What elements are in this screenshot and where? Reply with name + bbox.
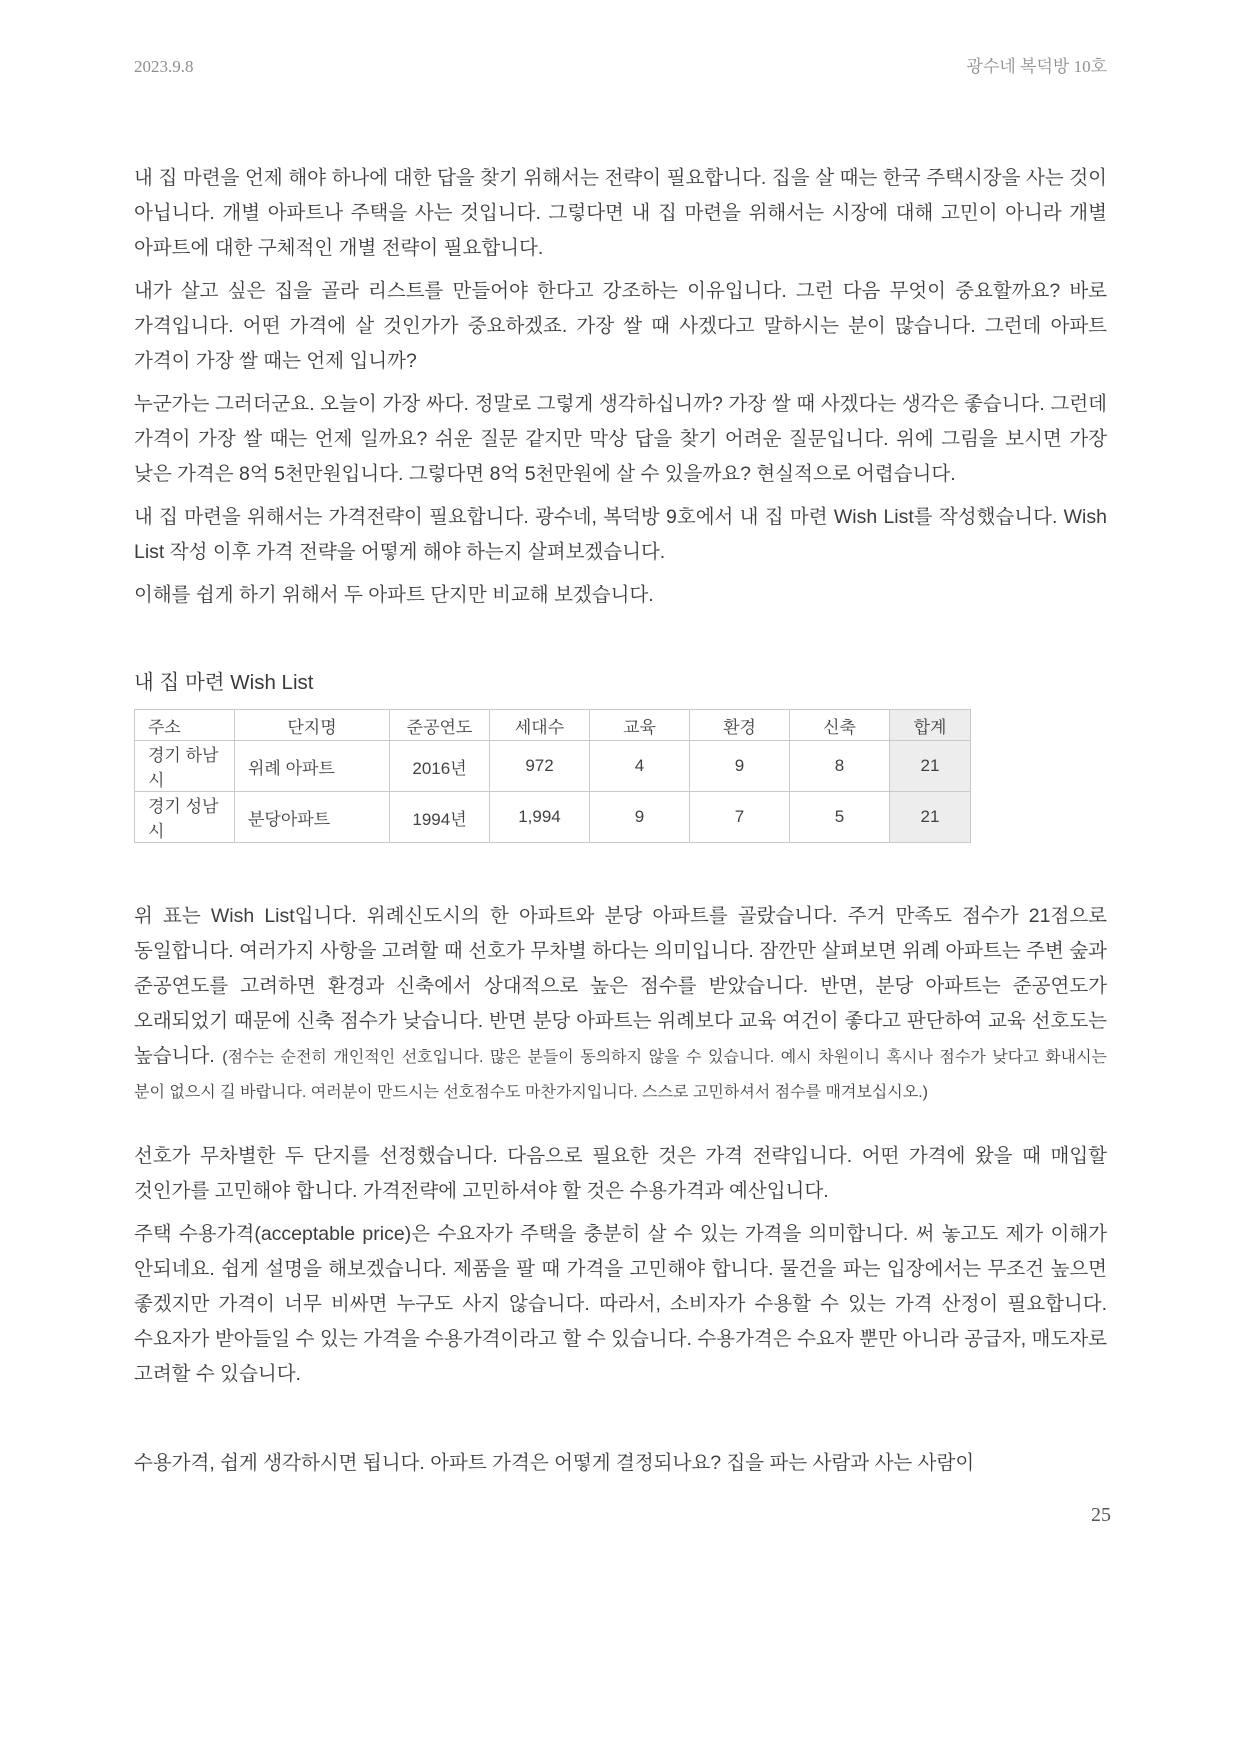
header-date: 2023.9.8	[134, 57, 194, 76]
paragraph-analysis	[134, 899, 1107, 1109]
table-row	[135, 741, 971, 792]
table-row	[135, 792, 971, 843]
cell-households: 1,994	[490, 792, 590, 843]
analysis-note-text: (점수는 순전히 개인적인 선호입니다. 많은 분들이 동의하지 않을 수 있습니다. 예시 차원이니 혹시나 점수가 낮다고 화내시는 분이 없으시 길 바랍니다. 여러분이 만드시는 선호점수도 마찬가지입니다. 스스로 고민하셔서 점수를 매겨보십시오.)	[134, 1049, 1108, 1101]
paragraph: 이해를 쉽게 하기 위해서 두 아파트 단지만 비교해 보겠습니다.	[134, 584, 654, 606]
wishlist-heading: 내 집 마련 Wish List	[134, 671, 314, 694]
cell-environment: 7	[690, 792, 790, 843]
paragraph: 수용가격, 쉽게 생각하시면 됩니다. 아파트 가격은 어떻게 결정되나요? 집을 파는 사람과 사는 사람이	[134, 1452, 975, 1474]
page-number: 25	[1091, 1504, 1111, 1526]
cell-address: 경기 하남시	[135, 741, 235, 792]
cell-environment: 9	[690, 741, 790, 792]
paragraph: 내가 살고 싶은 집을 골라 리스트를 만들어야 한다고 강조하는 이유입니다. 그런 다음 무엇이 중요할까요? 바로 가격입니다. 어떤 가격에 살 것인가가 중요하겠죠. 가장 쌀 때 사겠다고 말하시는 분이 많습니다. 그런데 아파트 가격이 가장 쌀 때는 언제 입니까?	[134, 280, 1107, 372]
cell-year-built: 1994년	[390, 792, 490, 843]
paragraph: 누군가는 그러더군요. 오늘이 가장 싸다. 정말로 그렇게 생각하십니까? 가장 쌀 때 사겠다는 생각은 좋습니다. 그런데 가격이 가장 쌀 때는 언제 일까요? 쉬운 질문 같지만 막상 답을 찾기 어려운 질문입니다. 위에 그림을 보시면 가장 낮은 가격은 8억 5천만원입니다. 그렇다면 8억 5천만원에 살 수 있을까요? 현실적으로 어렵습니다.	[134, 393, 1107, 485]
analysis-main-text: 위 표는 Wish List입니다. 위례신도시의 한 아파트와 분당 아파트를 골랐습니다. 주거 만족도 점수가 21점으로 동일합니다. 여러가지 사항을 고려할 때 선호가 무차별 하다는 의미입니다. 잠깐만 살펴보면 위례 아파트는 주변 숲과 준공연도를 고려하면 환경과 신축에서 상대적으로 높은 점수를 받았습니다. 반면, 분당 아파트는 준공연도가 오래되었기 때문에 신축 점수가 낮습니다. 반면 분당 아파트는 위례보다 교육 여건이 좋다고 판단하여 교육 선호도는 높습니다.	[134, 905, 1107, 1067]
column-header-education: 교육	[590, 710, 690, 741]
column-header-complex: 단지명	[235, 710, 390, 741]
cell-education: 9	[590, 792, 690, 843]
cell-total: 21	[890, 792, 971, 843]
table-header-row	[135, 710, 971, 741]
cell-complex: 위례 아파트	[235, 741, 390, 792]
column-header-year-built: 준공연도	[390, 710, 490, 741]
column-header-newness: 신축	[790, 710, 890, 741]
paragraph: 내 집 마련을 언제 해야 하나에 대한 답을 찾기 위해서는 전략이 필요합니다. 집을 살 때는 한국 주택시장을 사는 것이 아닙니다. 개별 아파트나 주택을 사는 것입니다. 그렇다면 내 집 마련을 위해서는 시장에 대해 고민이 아니라 개별 아파트에 대한 구체적인 개별 전략이 필요합니다.	[134, 167, 1107, 259]
cell-newness: 5	[790, 792, 890, 843]
column-header-address: 주소	[135, 710, 235, 741]
cell-total: 21	[890, 741, 971, 792]
header-publication-title: 광수네 복덕방 10호	[966, 57, 1107, 76]
column-header-total: 합계	[890, 710, 971, 741]
cell-address: 경기 성남시	[135, 792, 235, 843]
paragraph: 주택 수용가격(acceptable price)은 수요자가 주택을 충분히 살 수 있는 가격을 의미합니다. 써 놓고도 제가 이해가 안되네요. 쉽게 설명을 해보겠습니다. 제품을 팔 때 가격을 고민해야 합니다. 물건을 파는 입장에서는 무조건 높으면 좋겠지만 가격이 너무 비싸면 누구도 사지 않습니다. 따라서, 소비자가 수용할 수 있는 가격 산정이 필요합니다. 수요자가 받아들일 수 있는 가격을 수용가격이라고 할 수 있습니다. 수용가격은 수요자 뿐만 아니라 공급자, 매도자로 고려할 수 있습니다.	[134, 1223, 1107, 1385]
cell-complex: 분당아파트	[235, 792, 390, 843]
column-header-environment: 환경	[690, 710, 790, 741]
wishlist-table	[134, 709, 971, 843]
cell-households: 972	[490, 741, 590, 792]
paragraph: 선호가 무차별한 두 단지를 선정했습니다. 다음으로 필요한 것은 가격 전략입니다. 어떤 가격에 왔을 때 매입할 것인가를 고민해야 합니다. 가격전략에 고민하셔야 할 것은 수용가격과 예산입니다.	[134, 1145, 1107, 1202]
page-header	[134, 52, 1107, 77]
cell-newness: 8	[790, 741, 890, 792]
cell-education: 4	[590, 741, 690, 792]
cell-year-built: 2016년	[390, 741, 490, 792]
paragraph: 내 집 마련을 위해서는 가격전략이 필요합니다. 광수네, 복덕방 9호에서 내 집 마련 Wish List를 작성했습니다. Wish List 작성 이후 가격 전략을 어떻게 해야 하는지 살펴보겠습니다.	[134, 506, 1107, 563]
column-header-households: 세대수	[490, 710, 590, 741]
